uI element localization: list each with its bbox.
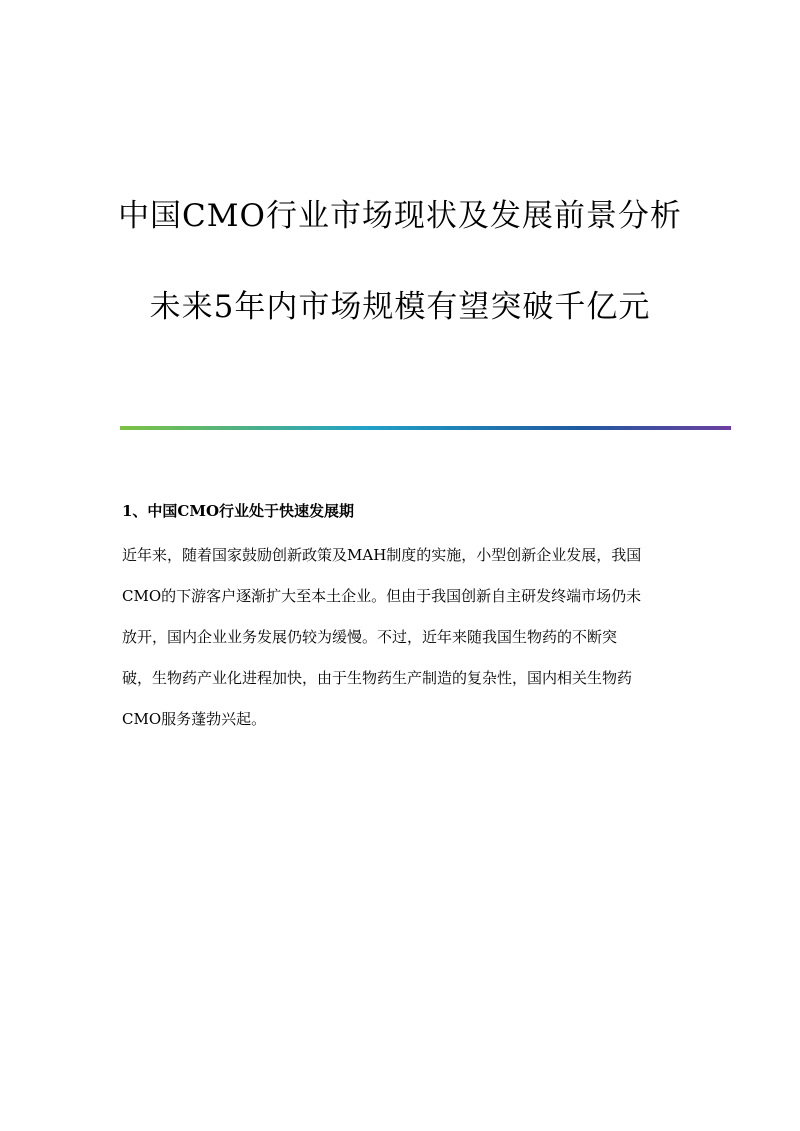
paragraph-line: 近年来，随着国家鼓励创新政策及MAH制度的实施，小型创新企业发展，我国 (122, 546, 642, 564)
paragraph-line: CMO的下游客户逐渐扩大至本土企业。但由于我国创新自主研发终端市场仍未 (122, 587, 642, 605)
paragraph-line: 放开，国内企业业务发展仍较为缓慢。不过，近年来随我国生物药的不断突 (122, 628, 618, 646)
document-subtitle: 未来5年内市场规模有望突破千亿元 (149, 289, 651, 325)
paragraph-line: CMO服务蓬勃兴起。 (122, 710, 267, 728)
gradient-divider (120, 426, 731, 430)
paragraph-line: 破，生物药产业化进程加快，由于生物药生产制造的复杂性，国内相关生物药 (122, 669, 633, 687)
section-heading: 1、中国CMO行业处于快速发展期 (122, 502, 355, 520)
section-paragraph (122, 545, 682, 750)
document-title: 中国CMO行业市场现状及发展前景分析 (118, 198, 682, 234)
